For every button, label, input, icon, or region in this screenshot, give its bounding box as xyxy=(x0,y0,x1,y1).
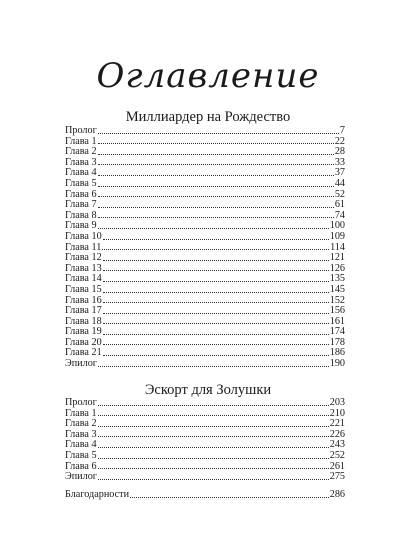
toc-entry[interactable] xyxy=(65,190,345,201)
dot-leader xyxy=(103,316,329,324)
page-title: Оглавление xyxy=(96,56,320,96)
toc-entry[interactable] xyxy=(65,147,345,158)
toc-entry-label: Глава 5 xyxy=(65,177,97,189)
toc-entry-label: Глава 15 xyxy=(65,283,102,295)
toc-entry-label: Глава 10 xyxy=(65,230,102,242)
dot-leader xyxy=(98,429,329,437)
toc-entry[interactable] xyxy=(65,348,345,359)
toc-entry[interactable] xyxy=(65,430,345,441)
dot-leader xyxy=(103,327,329,335)
toc-entry-label: Глава 8 xyxy=(65,209,97,221)
toc-entry-label: Глава 6 xyxy=(65,460,97,472)
dot-leader xyxy=(103,306,329,314)
toc-entry-label: Глава 2 xyxy=(65,146,97,158)
toc-entry-page: 156 xyxy=(329,305,345,317)
dot-leader xyxy=(98,440,329,448)
toc-entry-page: 44 xyxy=(334,177,345,189)
dot-leader xyxy=(98,451,329,459)
toc-entry-label: Глава 4 xyxy=(65,167,97,179)
toc-entry[interactable] xyxy=(65,409,345,420)
toc-entry-label: Глава 14 xyxy=(65,273,102,285)
toc-list-2 xyxy=(65,398,345,483)
toc-entry[interactable] xyxy=(65,179,345,190)
toc-entry-label: Глава 3 xyxy=(65,156,97,168)
toc-entry[interactable] xyxy=(65,327,345,338)
dot-leader xyxy=(98,147,334,155)
toc-entry-page: 37 xyxy=(334,167,345,179)
toc-entry[interactable] xyxy=(65,451,345,462)
toc-entry[interactable] xyxy=(65,137,345,148)
toc-entry-page: 126 xyxy=(329,262,345,274)
toc-entry[interactable] xyxy=(65,419,345,430)
section-title-2: Эскорт для Золушки xyxy=(144,382,272,398)
toc-entry-page: 243 xyxy=(329,439,345,451)
dot-leader xyxy=(98,168,334,176)
dot-leader xyxy=(98,359,329,367)
toc-entry[interactable] xyxy=(65,200,345,211)
toc-entry[interactable] xyxy=(65,232,345,243)
dot-leader xyxy=(98,179,334,187)
dot-leader xyxy=(103,263,329,271)
dot-leader xyxy=(103,274,329,282)
toc-entry[interactable] xyxy=(65,126,345,137)
toc-entry-page: 203 xyxy=(329,397,345,408)
toc-entry[interactable] xyxy=(65,462,345,473)
toc-entry-label: Глава 9 xyxy=(65,220,97,232)
dot-leader xyxy=(98,157,334,165)
dot-leader xyxy=(102,242,329,250)
toc-entry[interactable] xyxy=(65,168,345,179)
toc-entry-label: Глава 21 xyxy=(65,347,102,359)
dot-leader xyxy=(98,126,339,134)
toc-list-acknowledgements xyxy=(65,490,345,501)
dot-leader xyxy=(103,253,329,261)
toc-entry-page: 52 xyxy=(334,188,345,200)
toc-entry-label: Глава 5 xyxy=(65,449,97,461)
toc-entry-label: Глава 1 xyxy=(65,135,97,147)
toc-entry-page: 152 xyxy=(329,294,345,306)
toc-entry-page: 61 xyxy=(334,199,345,211)
dot-leader xyxy=(130,490,329,498)
toc-entry-page: 210 xyxy=(329,407,345,419)
toc-entry[interactable] xyxy=(65,211,345,222)
toc-entry[interactable] xyxy=(65,306,345,317)
toc-entry[interactable] xyxy=(65,472,345,483)
toc-entry-label: Глава 11 xyxy=(65,241,102,253)
toc-entry-label: Глава 19 xyxy=(65,326,102,338)
toc-entry[interactable] xyxy=(65,253,345,264)
toc-entry[interactable] xyxy=(65,317,345,328)
toc-entry-page: 33 xyxy=(334,156,345,168)
toc-entry-label: Глава 13 xyxy=(65,262,102,274)
toc-entry-label: Глава 16 xyxy=(65,294,102,306)
dot-leader xyxy=(98,221,329,229)
toc-entry-label: Глава 20 xyxy=(65,336,102,348)
toc-entry-page: 161 xyxy=(329,315,345,327)
dot-leader xyxy=(98,200,334,208)
toc-entry[interactable] xyxy=(65,274,345,285)
toc-entry[interactable] xyxy=(65,264,345,275)
toc-entry-label: Глава 2 xyxy=(65,418,97,430)
dot-leader xyxy=(103,232,329,240)
toc-entry-label: Пролог xyxy=(65,125,97,136)
toc-entry[interactable] xyxy=(65,221,345,232)
toc-entry-page: 252 xyxy=(329,449,345,461)
toc-entry-label: Благодарности xyxy=(65,489,130,500)
toc-entry-label: Эпилог xyxy=(65,358,97,370)
toc-entry-page: 226 xyxy=(329,428,345,440)
dot-leader xyxy=(98,461,329,469)
dot-leader xyxy=(98,398,329,406)
dot-leader xyxy=(103,295,329,303)
toc-entry-page: 28 xyxy=(334,146,345,158)
toc-entry-label: Эпилог xyxy=(65,471,97,483)
toc-entry-label: Пролог xyxy=(65,397,97,408)
dot-leader xyxy=(98,189,334,197)
toc-entry-page: 186 xyxy=(329,347,345,359)
toc-entry[interactable] xyxy=(65,338,345,349)
toc-entry-page: 178 xyxy=(329,336,345,348)
toc-entry-page: 135 xyxy=(329,273,345,285)
toc-entry-page: 22 xyxy=(334,135,345,147)
dot-leader xyxy=(98,472,329,480)
toc-entry-page: 221 xyxy=(329,418,345,430)
section-title-1: Миллиардер на Рождество xyxy=(125,109,291,125)
toc-entry-page: 74 xyxy=(334,209,345,221)
toc-entry[interactable] xyxy=(65,158,345,169)
toc-entry-label: Глава 4 xyxy=(65,439,97,451)
toc-entry-page: 174 xyxy=(329,326,345,338)
dot-leader xyxy=(98,419,329,427)
toc-entry-page: 7 xyxy=(339,125,345,136)
dot-leader xyxy=(103,285,329,293)
toc-entry-label: Глава 12 xyxy=(65,252,102,264)
dot-leader xyxy=(98,136,334,144)
toc-entry-page: 109 xyxy=(329,230,345,242)
dot-leader xyxy=(98,408,329,416)
dot-leader xyxy=(103,337,329,345)
toc-entry-label: Глава 1 xyxy=(65,407,97,419)
dot-leader xyxy=(103,348,329,356)
toc-entry[interactable] xyxy=(65,296,345,307)
toc-entry-label: Глава 3 xyxy=(65,428,97,440)
toc-entry[interactable] xyxy=(65,398,345,409)
toc-entry-page: 100 xyxy=(329,220,345,232)
toc-entry-page: 145 xyxy=(329,283,345,295)
toc-entry-page: 275 xyxy=(329,471,345,483)
toc-entry-acknowledgements[interactable] xyxy=(65,490,345,501)
toc-entry-page: 114 xyxy=(330,241,345,253)
toc-entry[interactable] xyxy=(65,243,345,254)
toc-entry-label: Глава 7 xyxy=(65,199,97,211)
toc-entry-page: 286 xyxy=(329,489,345,500)
toc-entry-page: 121 xyxy=(329,252,345,264)
dot-leader xyxy=(98,210,334,218)
toc-entry[interactable] xyxy=(65,440,345,451)
toc-entry[interactable] xyxy=(65,359,345,370)
toc-entry-label: Глава 6 xyxy=(65,188,97,200)
toc-entry-label: Глава 17 xyxy=(65,305,102,317)
toc-list-1 xyxy=(65,126,345,370)
toc-entry-page: 261 xyxy=(329,460,345,472)
toc-entry-page: 190 xyxy=(329,358,345,370)
toc-entry[interactable] xyxy=(65,285,345,296)
toc-entry-label: Глава 18 xyxy=(65,315,102,327)
